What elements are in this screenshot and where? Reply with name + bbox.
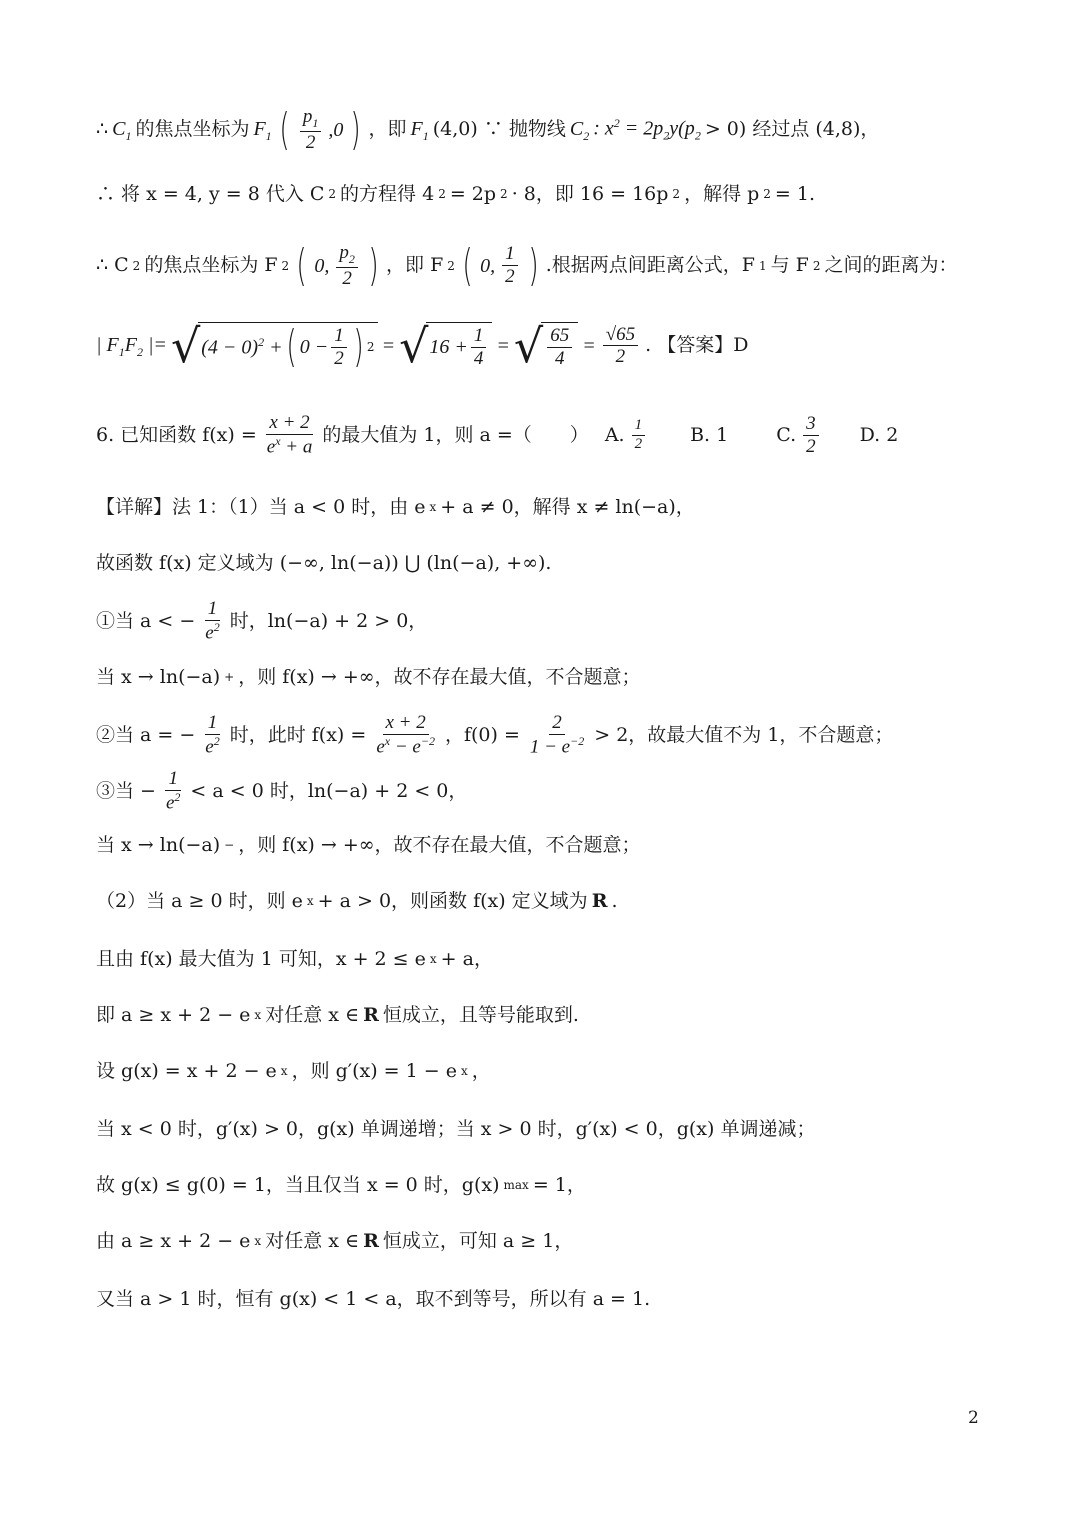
text-segment: ，即 bbox=[368, 118, 407, 141]
text-segment: 设 g(x) = x + 2 − e bbox=[96, 1060, 277, 1082]
fraction: $\frac{1}{e^2}$ bbox=[205, 598, 220, 644]
option-c-fraction: $\frac{3}{2}$ bbox=[803, 413, 819, 458]
detail-line-16 bbox=[96, 1060, 491, 1083]
math-text: | $F_1F_2$ |= bbox=[96, 333, 167, 359]
detail-line-14 bbox=[96, 948, 493, 971]
reals-symbol: R bbox=[363, 1004, 379, 1026]
superscript: − bbox=[224, 838, 235, 853]
subscript: 2 bbox=[812, 258, 821, 273]
option-a: A. bbox=[604, 423, 625, 446]
square-root: √ 16 + $\frac{1}{4}$ bbox=[399, 322, 492, 370]
text-segment: 当 x → ln(−a) bbox=[96, 666, 221, 688]
case-3-conclusion bbox=[96, 834, 641, 857]
math-text: = bbox=[582, 334, 596, 357]
text-segment: ，f(0) = bbox=[444, 723, 520, 746]
text-segment: 与 F bbox=[770, 254, 809, 277]
detail-line-19 bbox=[96, 1230, 573, 1253]
text-segment: 即 a ≥ x + 2 − e bbox=[96, 1004, 251, 1026]
fraction: $\frac{x + 2}{e^x - e^{-2}}$ bbox=[376, 712, 435, 758]
text-segment: ， bbox=[471, 1060, 491, 1082]
text-segment: ∴ 将 x = 4, y = 8 代入 C bbox=[96, 183, 325, 205]
case-1-conclusion bbox=[96, 666, 641, 689]
detail-line-20 bbox=[96, 1288, 650, 1311]
superscript: 2 bbox=[366, 340, 375, 355]
page-number: 2 bbox=[968, 1408, 979, 1428]
fraction: $\frac{p_2}{2}$ bbox=[336, 242, 358, 289]
solution-line-2 bbox=[96, 183, 815, 206]
fraction: $\frac{p_1}{2}$ bbox=[300, 106, 322, 153]
text-segment: + a > 0，则函数 f(x) 定义域为 bbox=[317, 890, 588, 912]
text-segment: = 1， bbox=[532, 1174, 586, 1196]
superscript: x bbox=[280, 1064, 288, 1079]
option-d: D. 2 bbox=[859, 423, 899, 446]
text-segment: · 8，即 16 = 16p bbox=[511, 183, 669, 205]
option-a-fraction: $\frac{1}{2}$ bbox=[632, 417, 646, 453]
subscript: 2 bbox=[328, 187, 337, 202]
subscript: 2 bbox=[281, 258, 290, 273]
text-segment: ∴ C bbox=[96, 254, 129, 277]
square-root: √ $(4 - 0)^2$ + ( 0 − $\frac{1}{2}$ ) 2 bbox=[171, 322, 378, 370]
superscript: 2 bbox=[438, 187, 446, 202]
text-segment: (4,0) ∵ 抛物线 bbox=[432, 118, 566, 141]
question-text: 6. 已知函数 f(x) = bbox=[96, 423, 257, 446]
superscript: x bbox=[254, 1234, 262, 1249]
superscript: x bbox=[460, 1064, 468, 1079]
fraction: $\frac{2}{1 - e^{-2}}$ bbox=[529, 712, 585, 758]
text-segment: ，即 F bbox=[386, 254, 444, 277]
text-segment: 时，此时 f(x) = bbox=[229, 723, 367, 746]
answer-label: . 【答案】D bbox=[645, 334, 749, 357]
text-segment: 【详解】法 1：（1）当 a < 0 时，由 e bbox=[96, 496, 426, 518]
math-text: $(4 - 0)^2$ + bbox=[201, 335, 283, 359]
fraction: $\frac{x + 2}{e^x + a}$ bbox=[266, 412, 313, 458]
fraction: $\frac{65}{4}$ bbox=[547, 325, 572, 370]
left-paren: ( bbox=[279, 103, 290, 155]
detail-line-18 bbox=[96, 1174, 586, 1197]
left-paren: ( bbox=[286, 321, 297, 373]
subscript: 2 bbox=[447, 258, 455, 273]
distance-formula-line bbox=[96, 318, 749, 373]
fraction: $\frac{1}{e^2}$ bbox=[165, 768, 181, 814]
text-segment: < a < 0 时，ln(−a) + 2 < 0， bbox=[190, 779, 468, 802]
text-segment: > 2，故最大值不为 1，不合题意； bbox=[594, 723, 894, 746]
text-segment: 故 g(x) ≤ g(0) = 1，当且仅当 x = 0 时，g(x) bbox=[96, 1174, 500, 1196]
fraction: $\frac{1}{2}$ bbox=[331, 325, 347, 370]
subscript: 2 bbox=[500, 187, 508, 202]
text-segment: 由 a ≥ x + 2 − e bbox=[96, 1230, 251, 1252]
math-text: 0, bbox=[480, 254, 496, 277]
superscript: + bbox=[224, 670, 235, 685]
text-segment: = 2p bbox=[449, 183, 497, 205]
text-segment: ③当 − bbox=[96, 779, 156, 802]
text-segment: . bbox=[611, 890, 618, 912]
left-paren: ( bbox=[296, 239, 307, 291]
text-segment: + a ≠ 0，解得 x ≠ ln(−a)， bbox=[440, 496, 695, 518]
text-segment: 当 x → ln(−a) bbox=[96, 834, 221, 856]
option-c: C. bbox=[776, 423, 797, 446]
math-text: 0, bbox=[314, 254, 330, 277]
square-root: √ $\frac{65}{4}$ bbox=[514, 322, 578, 370]
text-segment: 且由 f(x) 最大值为 1 可知，x + 2 ≤ e bbox=[96, 948, 426, 970]
right-paren: ) bbox=[353, 321, 364, 373]
option-b: B. 1 bbox=[690, 423, 729, 446]
math-text: 16 + bbox=[429, 336, 468, 359]
superscript: x bbox=[306, 894, 314, 909]
math-symbol: $C_1$ bbox=[112, 117, 132, 143]
detail-line-15 bbox=[96, 1004, 579, 1027]
subscript: 2 bbox=[132, 258, 141, 273]
case-3 bbox=[96, 768, 467, 814]
text-segment: + a， bbox=[440, 948, 493, 970]
math-text: : $x^2 = 2p_2y(p_2$ bbox=[593, 116, 701, 143]
math-text: = bbox=[496, 334, 510, 357]
text-segment: ∴ bbox=[96, 118, 109, 141]
superscript: x bbox=[429, 500, 437, 515]
right-paren: ) bbox=[368, 239, 379, 291]
case-2 bbox=[96, 712, 893, 758]
reals-symbol: R bbox=[363, 1230, 379, 1252]
math-symbol: $F_1$ bbox=[253, 117, 272, 143]
text-segment: 恒成立，且等号能取到. bbox=[382, 1004, 579, 1026]
math-symbol: $F_1$ bbox=[410, 117, 429, 143]
text-segment: 之间的距离为： bbox=[824, 254, 958, 277]
text-segment: ①当 a < − bbox=[96, 609, 196, 632]
text-segment: 又当 a > 1 时，恒有 g(x) < 1 < a，取不到等号，所以有 a = 1. bbox=[96, 1288, 651, 1310]
right-paren: ) bbox=[528, 239, 539, 291]
right-paren: ) bbox=[350, 103, 362, 155]
subscript: 2 bbox=[763, 187, 771, 202]
text-segment: ②当 a = − bbox=[96, 723, 196, 746]
subscript: 2 bbox=[672, 187, 681, 202]
fraction: $\frac{1}{2}$ bbox=[502, 243, 518, 288]
text-segment: = 1. bbox=[774, 183, 815, 205]
detail-line-1 bbox=[96, 496, 695, 519]
math-text: ,0 bbox=[328, 118, 344, 141]
fraction: $\frac{1}{4}$ bbox=[471, 325, 487, 370]
text-segment: 的焦点坐标为 F bbox=[144, 254, 278, 277]
superscript: x bbox=[429, 952, 437, 967]
text-segment: （2）当 a ≥ 0 时，则 e bbox=[96, 890, 303, 912]
reals-symbol: R bbox=[591, 890, 608, 912]
subscript: 1 bbox=[758, 258, 767, 273]
solution-line-1 bbox=[96, 103, 880, 155]
text-segment: 对任意 x ∈ bbox=[265, 1230, 360, 1252]
text-segment: ，解得 p bbox=[684, 183, 760, 205]
detail-line-17 bbox=[96, 1118, 815, 1141]
fraction: $\frac{1}{e^2}$ bbox=[205, 712, 220, 758]
text-segment: 对任意 x ∈ bbox=[265, 1004, 360, 1026]
text-segment: 恒成立，可知 a ≥ 1， bbox=[382, 1230, 574, 1252]
fraction: $\frac{√65}{2}$ bbox=[603, 324, 638, 369]
case-1 bbox=[96, 598, 427, 644]
math-symbol: $C_2$ bbox=[569, 117, 590, 143]
part-2-line bbox=[96, 890, 618, 913]
text-segment: .根据两点间距离公式，F bbox=[545, 254, 755, 277]
math-text: = bbox=[381, 334, 396, 357]
math-text: 0 − bbox=[299, 336, 329, 359]
left-paren: ( bbox=[462, 239, 473, 291]
subscript: max bbox=[503, 1178, 529, 1193]
text-segment: 的焦点坐标为 bbox=[135, 118, 250, 141]
question-text: 的最大值为 1，则 a =（ ） bbox=[322, 423, 589, 446]
text-segment: 故函数 f(x) 定义域为 (−∞, ln(−a)) ⋃ (ln(−a), +∞). bbox=[96, 552, 552, 574]
solution-line-3 bbox=[96, 239, 958, 291]
superscript: x bbox=[254, 1008, 262, 1023]
text-segment: > 0) 经过点 (4,8)， bbox=[704, 118, 880, 141]
text-segment: 时，ln(−a) + 2 > 0， bbox=[229, 609, 428, 632]
detail-line-2 bbox=[96, 552, 551, 575]
question-6 bbox=[96, 412, 898, 458]
text-segment: 当 x < 0 时，g′(x) > 0，g(x) 单调递增；当 x > 0 时，g′(x) < 0，g(x) 单调递减； bbox=[96, 1118, 816, 1140]
text-segment: ，则 f(x) → +∞，故不存在最大值，不合题意； bbox=[238, 834, 641, 856]
text-segment: ，则 g′(x) = 1 − e bbox=[291, 1060, 457, 1082]
text-segment: 的方程得 4 bbox=[340, 183, 435, 205]
text-segment: ，则 f(x) → +∞，故不存在最大值，不合题意； bbox=[238, 666, 641, 688]
